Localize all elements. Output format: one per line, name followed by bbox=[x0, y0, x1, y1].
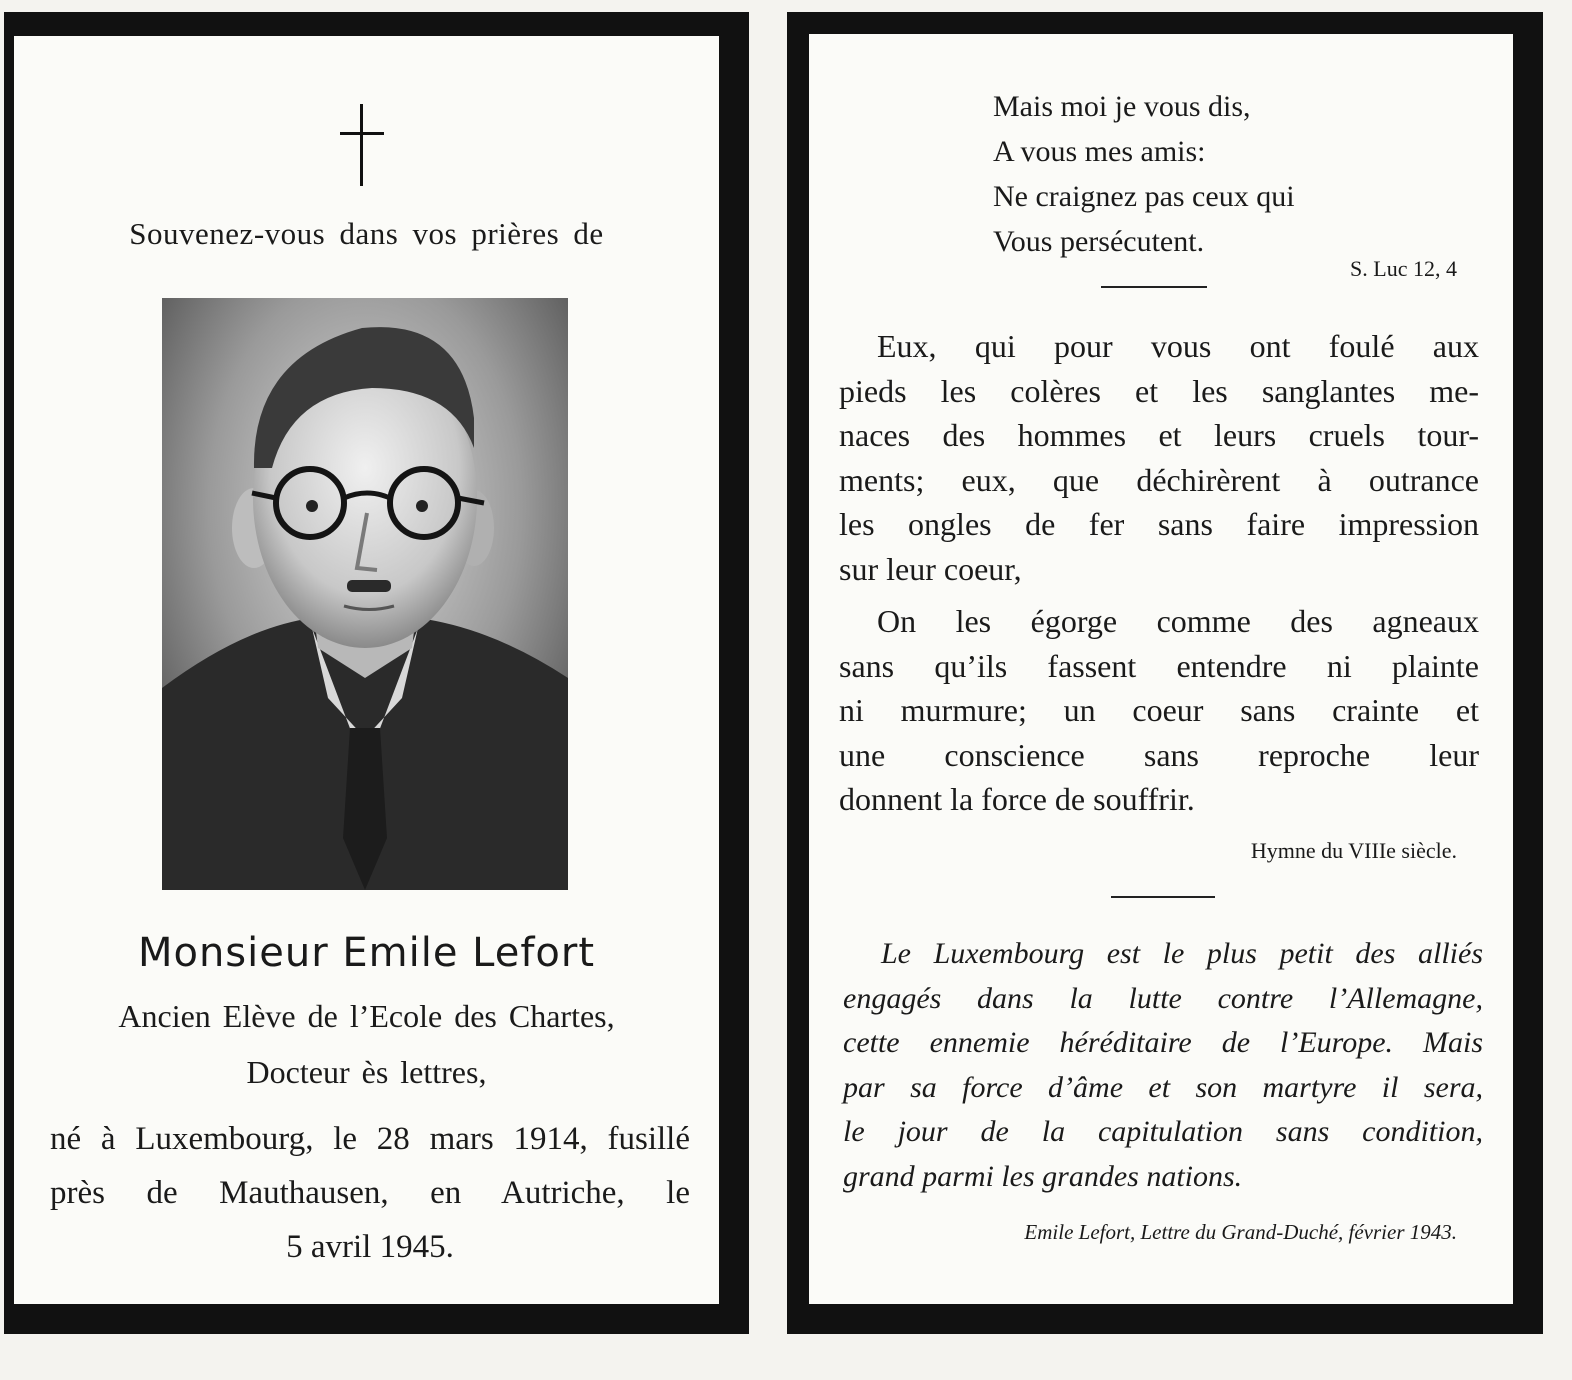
divider bbox=[1111, 896, 1215, 898]
poem-line: Ne craignez pas ceux qui bbox=[993, 180, 1295, 213]
divider bbox=[1101, 286, 1207, 288]
deceased-name: Monsieur Emile Lefort bbox=[137, 930, 596, 976]
poem-reference: S. Luc 12, 4 bbox=[1350, 256, 1457, 281]
biography bbox=[50, 1112, 690, 1274]
quote-line: engagés dans la lutte contre l’Allemagne, bbox=[843, 981, 1483, 1015]
hymn-line: sur leur coeur, bbox=[839, 550, 1022, 587]
title-line-2: Docteur ès lettres, bbox=[246, 1054, 487, 1090]
hymn-line: Eux, qui pour vous ont foulé aux bbox=[877, 328, 1479, 364]
quote-line: cette ennemie héréditaire de l’Europe. Mais bbox=[843, 1026, 1483, 1059]
bio-line-1: né à Luxembourg, le 28 mars 1914, fusillé bbox=[50, 1121, 690, 1157]
cross-icon bbox=[340, 104, 384, 186]
quote-text bbox=[843, 932, 1483, 1199]
card-front-paper bbox=[14, 36, 719, 1304]
hymn-line: ments; eux, que déchirèrent à outrance bbox=[839, 461, 1479, 498]
hymn-line: naces des hommes et leurs cruels tour- bbox=[839, 417, 1479, 453]
portrait-photo bbox=[162, 298, 568, 890]
bio-line-2: près de Mauthausen, en Autriche, le bbox=[50, 1175, 690, 1211]
memorial-card-front bbox=[4, 12, 749, 1334]
hymn-line: pieds les colères et les sanglantes me- bbox=[839, 372, 1479, 409]
hymn-line: sans qu’ils fassent entendre ni plainte bbox=[839, 647, 1479, 684]
quote-reference: Emile Lefort, Lettre du Grand-Duché, février 1943. bbox=[1024, 1220, 1457, 1244]
card-back-paper bbox=[809, 34, 1513, 1304]
bio-line-3: 5 avril 1945. bbox=[286, 1229, 454, 1265]
hymn-line: les ongles de fer sans faire impression bbox=[839, 506, 1479, 542]
poem-line: Vous persécutent. bbox=[993, 225, 1205, 258]
hymn-line: donnent la force de souffrir. bbox=[839, 781, 1195, 817]
quote-line: par sa force d’âme et son martyre il sera, bbox=[843, 1070, 1483, 1104]
hymn-line: une conscience sans reproche leur bbox=[839, 736, 1479, 773]
poem-line: A vous mes amis: bbox=[993, 135, 1206, 168]
quote-line: le jour de la capitulation sans condition, bbox=[843, 1115, 1483, 1148]
title-line-1: Ancien Elève de l’Ecole des Chartes, bbox=[118, 998, 615, 1034]
hymn-text bbox=[839, 324, 1479, 822]
scripture-poem bbox=[993, 84, 1295, 264]
prayer-line: Souvenez-vous dans vos prières de bbox=[129, 216, 604, 251]
poem-line: Mais moi je vous dis, bbox=[993, 90, 1251, 123]
quote-line: Le Luxembourg est le plus petit des alliés bbox=[881, 937, 1483, 970]
hymn-line: ni murmure; un coeur sans crainte et bbox=[839, 692, 1479, 728]
hymn-line: On les égorge comme des agneaux bbox=[877, 603, 1479, 639]
hymn-reference: Hymne du VIIIe siècle. bbox=[1250, 838, 1457, 863]
memorial-card-back bbox=[787, 12, 1543, 1334]
quote-line: grand parmi les grandes nations. bbox=[843, 1159, 1243, 1193]
